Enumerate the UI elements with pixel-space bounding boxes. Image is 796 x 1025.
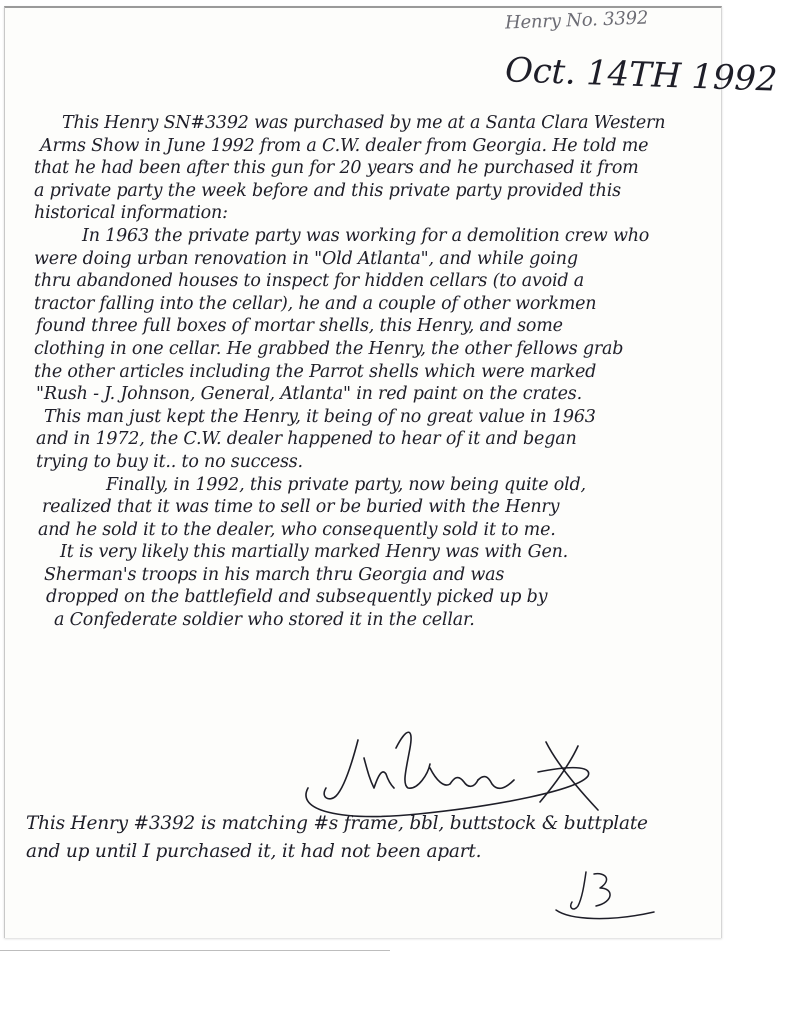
letter-body: [34, 112, 724, 632]
body-line: clothing in one cellar. He grabbed the Henry, the other fellows grab: [34, 338, 624, 359]
body-line: trying to buy it.. to no success.: [36, 451, 303, 472]
body-line: Finally, in 1992, this private party, now being quite old,: [106, 474, 586, 495]
body-line: In 1963 the private party was working for a demolition crew who: [82, 225, 650, 246]
body-line: and in 1972, the C.W. dealer happened to hear of it and began: [36, 429, 577, 450]
body-line: a private party the week before and this private party provided this: [34, 180, 621, 201]
letter-date: Oct. 14TH 1992: [504, 50, 778, 100]
body-line: Arms Show in June 1992 from a C.W. dealer from Georgia. He told me: [40, 135, 649, 156]
body-line: dropped on the battlefield and subsequently picked up by: [46, 587, 548, 608]
footer-line: This Henry #3392 is matching #s frame, bbl, buttstock & buttplate: [26, 813, 648, 834]
body-line: This Henry SN#3392 was purchased by me at a Santa Clara Western: [62, 113, 666, 133]
header-reference: Henry No. 3392: [504, 7, 649, 34]
letter-postscript: [26, 810, 726, 866]
body-line: were doing urban renovation in "Old Atlanta", and while going: [34, 248, 578, 269]
body-line: historical information:: [34, 203, 228, 224]
body-line: "Rush - J. Johnson, General, Atlanta" in red paint on the crates.: [36, 384, 582, 405]
body-line: thru abandoned houses to inspect for hidden cellars (to avoid a: [34, 271, 584, 292]
body-line: This man just kept the Henry, it being of no great value in 1963: [44, 406, 596, 427]
body-line: found three full boxes of mortar shells, this Henry, and some: [36, 316, 563, 337]
body-line: realized that it was time to sell or be buried with the Henry: [42, 497, 560, 518]
handwritten-initials: [550, 862, 660, 924]
body-line: a Confederate soldier who stored it in the cellar.: [54, 610, 475, 631]
body-line: Sherman's troops in his march thru Georgia and was: [44, 564, 505, 585]
body-line: that he had been after this gun for 20 years and he purchased it from: [34, 158, 639, 179]
body-line: the other articles including the Parrot shells which were marked: [34, 361, 597, 382]
body-line: and he sold it to the dealer, who consequently sold it to me.: [38, 519, 556, 540]
body-line: tractor falling into the cellar), he and a couple of other workmen: [34, 293, 597, 314]
footer-line: and up until I purchased it, it had not been apart.: [26, 841, 482, 862]
body-line: It is very likely this martially marked Henry was with Gen.: [60, 542, 569, 563]
scan-edge-line: [0, 950, 390, 951]
